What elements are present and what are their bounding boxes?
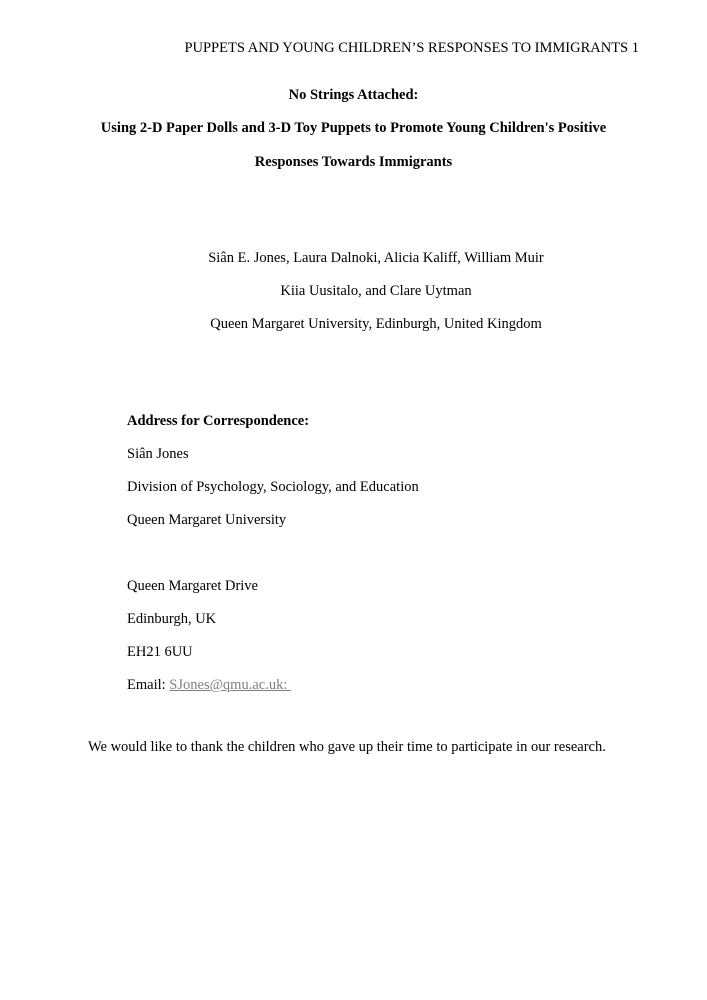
email-link[interactable]: SJones@qmu.ac.uk:: [169, 677, 291, 693]
correspondence-name: Siân Jones: [127, 446, 189, 462]
authors-line-2: Kiia Uusitalo, and Clare Uytman: [280, 283, 472, 299]
correspondence-university: Queen Margaret University: [127, 512, 287, 528]
affiliation: Queen Margaret University, Edinburgh, United Kingdom: [210, 316, 542, 332]
authors-line-1: Siân E. Jones, Laura Dalnoki, Alicia Kaliff, William Muir: [208, 250, 544, 266]
correspondence-email-line: [127, 677, 291, 694]
paper-title-line-3: Responses Towards Immigrants: [254, 154, 453, 170]
paper-title-line-1: No Strings Attached:: [288, 87, 419, 103]
acknowledgement-text: We would like to thank the children who gave up their time to participate in our research.: [88, 739, 606, 755]
page-header: [0, 40, 639, 57]
page-number: 1: [631, 40, 639, 56]
correspondence-postcode: EH21 6UU: [127, 644, 193, 660]
running-head: PUPPETS AND YOUNG CHILDREN’S RESPONSES TO IMMIGRANTS: [184, 40, 629, 56]
correspondence-heading: Address for Correspondence:: [127, 413, 310, 429]
email-label: Email:: [127, 677, 170, 693]
paper-title-line-2: Using 2-D Paper Dolls and 3-D Toy Puppets to Promote Young Children's Positive: [100, 120, 607, 136]
correspondence-city: Edinburgh, UK: [127, 611, 217, 627]
correspondence-division: Division of Psychology, Sociology, and Education: [127, 479, 419, 495]
correspondence-street: Queen Margaret Drive: [127, 578, 258, 594]
